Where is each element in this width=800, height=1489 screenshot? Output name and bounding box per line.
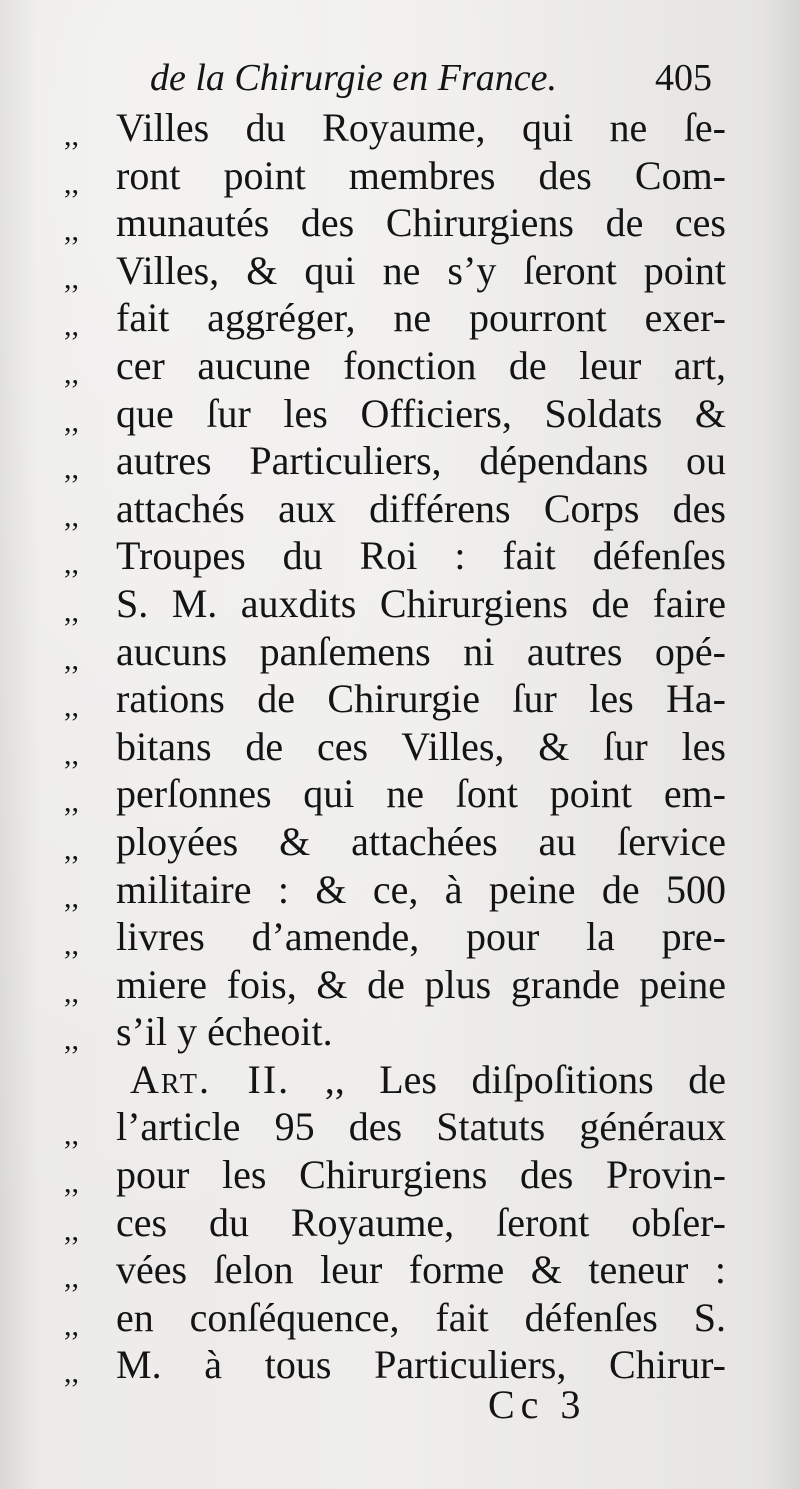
line-text: pour les Chirurgiens des Provin- [116, 1152, 726, 1198]
quote-mark: ,, [64, 547, 79, 581]
line-text: Troupes du Roi : fait défenſes [116, 533, 726, 579]
body-text [0, 104, 800, 1389]
text-line [0, 342, 800, 390]
line-text: que ſur les Officiers, Soldats & [116, 390, 726, 436]
quote-mark: ,, [64, 1118, 79, 1152]
text-line [0, 485, 800, 533]
text-line [0, 866, 800, 914]
text-line [0, 1294, 800, 1342]
quote-mark: ,, [64, 1261, 79, 1295]
text-line [0, 913, 800, 961]
line-text: vées ſelon leur forme & teneur : [116, 1247, 726, 1293]
quote-mark: ,, [64, 309, 79, 343]
text-line [0, 152, 800, 200]
text-line [0, 1151, 800, 1199]
running-title: de la Chirurgie en France. [150, 57, 558, 99]
text-line [0, 437, 800, 485]
line-text: livres d’amende, pour la pre- [116, 914, 726, 960]
quote-mark: ,, [64, 1166, 79, 1200]
quote-mark: ,, [64, 975, 79, 1009]
line-text: fait aggréger, ne pourront exer- [116, 295, 726, 341]
text-line [0, 580, 800, 628]
text-line [0, 247, 800, 295]
page-header [150, 52, 720, 104]
quote-mark: ,, [64, 452, 79, 486]
line-text: S. M. auxdits Chirurgiens de faire [116, 580, 726, 626]
text-line [0, 104, 800, 152]
text-line [0, 1199, 800, 1247]
quote-mark: ,, [64, 499, 79, 533]
quote-mark: ,, [64, 880, 79, 914]
signature-mark: Cc 3 [488, 1382, 587, 1427]
text-line [0, 818, 800, 866]
line-text: rations de Chirurgie ſur les Ha- [116, 676, 726, 722]
line-text [130, 1056, 726, 1104]
quote-mark: ,, [64, 832, 79, 866]
quote-mark: ,, [64, 119, 79, 152]
line-text: militaire : & ce, à peine de 500 [116, 866, 726, 912]
quote-mark: ,, [64, 356, 79, 390]
article-heading: Art. II. [130, 1056, 291, 1102]
line-text: munautés des Chirurgiens de ces [116, 200, 726, 246]
line-text: bitans de ces Villes, & ſur les [116, 723, 726, 769]
line-text-rest: ,, Les diſpoſitions de [324, 1056, 727, 1102]
text-line [0, 961, 800, 1009]
quote-mark: ,, [64, 261, 79, 295]
quote-mark: ,, [64, 1023, 79, 1057]
quote-mark: ,, [64, 404, 79, 438]
line-text: attachés aux différens Corps des [116, 485, 726, 531]
line-text: perſonnes qui ne ſont point em- [116, 771, 726, 817]
text-line [0, 390, 800, 438]
line-text: Villes du Royaume, qui ne ſe- [116, 105, 726, 150]
text-line [0, 294, 800, 342]
quote-mark: ,, [64, 1213, 79, 1247]
line-text: M. à tous Particuliers, Chirur- [116, 1342, 726, 1388]
quote-mark: ,, [64, 690, 79, 724]
quote-mark: ,, [64, 928, 79, 962]
text-line [0, 723, 800, 771]
text-line [0, 532, 800, 580]
text-line [0, 770, 800, 818]
text-line [0, 675, 800, 723]
line-text: en conſéquence, fait défenſes S. [116, 1294, 726, 1340]
line-text: l’article 95 des Statuts généraux [116, 1104, 726, 1150]
line-text: ront point membres des Com- [116, 152, 726, 198]
quote-mark: ,, [64, 1356, 79, 1390]
text-line [0, 1341, 800, 1389]
line-text: ployées & attachées au ſervice [116, 818, 726, 864]
quote-mark: ,, [64, 214, 79, 248]
text-line [0, 1246, 800, 1294]
quote-mark: ,, [64, 1308, 79, 1342]
text-line [0, 628, 800, 676]
quote-mark: ,, [64, 594, 79, 628]
line-text: aucuns panſemens ni autres opé- [116, 628, 726, 674]
page-number: 405 [655, 57, 712, 99]
quote-mark: ,, [64, 785, 79, 819]
quote-mark: ,, [64, 642, 79, 676]
line-text: s’il y écheoit. [116, 1009, 333, 1055]
line-text: cer aucune fonction de leur art, [116, 342, 726, 388]
line-text: Villes, & qui ne s’y ſeront point [116, 247, 726, 293]
text-line [0, 1056, 800, 1104]
quote-mark: ,, [64, 166, 79, 200]
line-text: miere fois, & de plus grande peine [116, 961, 726, 1007]
quote-mark: ,, [64, 737, 79, 771]
text-line [0, 199, 800, 247]
text-line [0, 1103, 800, 1151]
text-line [0, 1008, 800, 1056]
line-text: ces du Royaume, ſeront obſer- [116, 1199, 726, 1245]
line-text: autres Particuliers, dépendans ou [116, 438, 726, 484]
